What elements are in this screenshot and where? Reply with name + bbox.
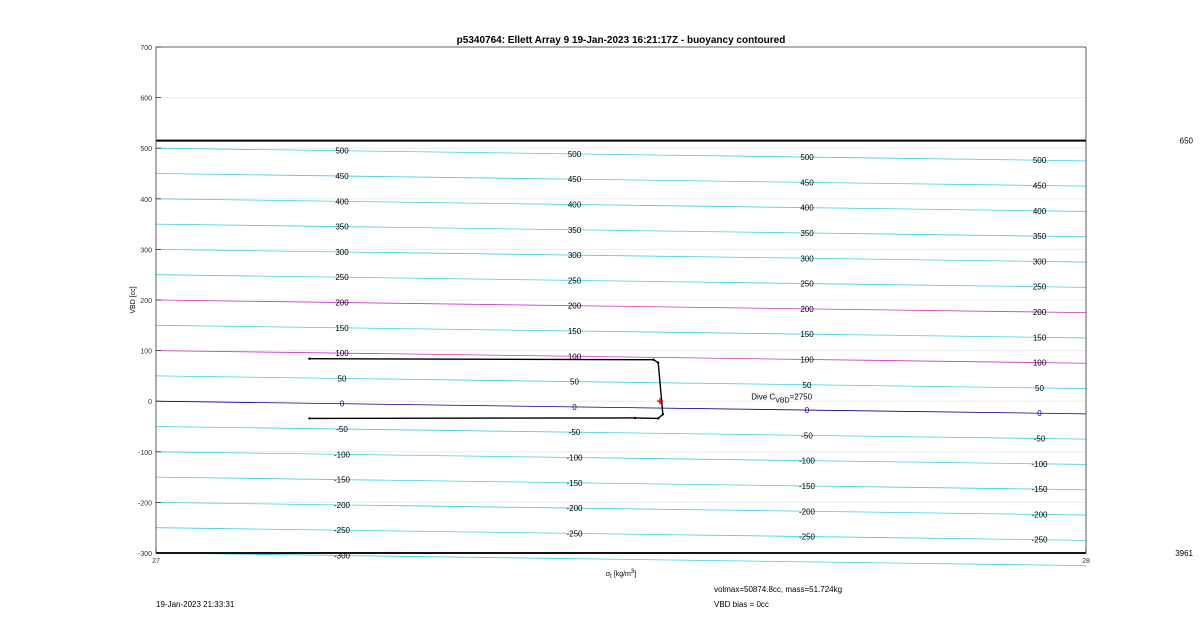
contour-label: 50 [337, 374, 347, 384]
contour-label: -200 [798, 507, 816, 517]
grid-layer [156, 47, 1086, 553]
contour-line [156, 477, 1086, 490]
contour-label: 500 [335, 146, 349, 156]
contour-label: 200 [335, 298, 349, 308]
contour-line [156, 148, 1086, 161]
contour-label: 450 [335, 172, 349, 182]
footer-volmax: volmax=50874.8cc, mass=51.724kg [714, 585, 843, 594]
annotation-layer [657, 393, 813, 405]
contour-label: 250 [567, 276, 582, 286]
dive-trace-point [634, 417, 636, 419]
contour-label: 150 [567, 326, 582, 336]
dive-trace [309, 359, 662, 419]
contour-label: 0 [804, 406, 810, 416]
contour-label-layer [334, 147, 1048, 561]
contour-label: 400 [567, 200, 582, 210]
contour-label: 100 [335, 349, 349, 359]
dive-trace-layer [308, 357, 664, 419]
contour-label: 300 [567, 251, 582, 261]
contour-label: 400 [1032, 206, 1047, 216]
dive-trace-point [308, 417, 310, 419]
contour-label: -150 [1031, 485, 1048, 495]
contour-label: 250 [1032, 282, 1047, 292]
reference-line-label: 650 [1179, 136, 1193, 146]
contour-label: -100 [798, 456, 816, 466]
contour-label: -250 [798, 532, 816, 542]
contour-label: 250 [335, 273, 349, 283]
dive-trace-point [662, 413, 664, 415]
contour-label: 450 [800, 178, 814, 188]
footer-timestamp: 19-Jan-2023 21:33:31 [156, 600, 235, 609]
contour-label: 0 [1037, 409, 1042, 419]
contour-label: 250 [800, 279, 814, 289]
contour-label: -300 [333, 551, 351, 561]
contour-label: -250 [566, 529, 583, 539]
contour-line [156, 528, 1086, 541]
contour-label: 150 [335, 323, 349, 333]
reference-line-label: 3961 [1175, 549, 1193, 558]
contour-line [156, 553, 1086, 566]
contour-label: 150 [1032, 333, 1047, 343]
contour-line [156, 325, 1086, 338]
contour-label: 500 [567, 149, 582, 159]
contour-label: -250 [333, 526, 351, 536]
contour-line [156, 351, 1086, 364]
contour-label: 350 [800, 228, 814, 238]
y-axis-label: VBD [cc] [130, 286, 137, 314]
contour-label: -150 [798, 481, 816, 491]
footer-vbd-bias: VBD bias = 0cc [714, 600, 769, 609]
x-axis-label: σt [kg/m3] [605, 569, 637, 580]
y-tick-label: 0 [148, 399, 152, 407]
contour-label: 450 [567, 175, 582, 185]
contour-line [156, 300, 1086, 313]
contour-label: -50 [1033, 434, 1046, 444]
x-tick-label: 28 [1082, 558, 1090, 565]
y-tick-label: -100 [137, 449, 152, 457]
contour-label: -150 [333, 475, 351, 485]
contour-line [156, 199, 1086, 212]
contour-line [156, 452, 1086, 465]
contour-label: -200 [333, 500, 351, 510]
contour-label: 0 [339, 399, 345, 409]
contour-label: -50 [336, 425, 348, 435]
contour-label: -200 [1031, 510, 1048, 520]
y-tick-label: 700 [140, 45, 152, 52]
dive-trace-point [657, 362, 659, 364]
y-tick-label: 400 [140, 196, 152, 204]
y-tick-label: 200 [140, 298, 152, 305]
axes [138, 45, 1090, 565]
contour-label: 150 [800, 330, 814, 340]
contour-label: -50 [801, 431, 813, 441]
contour-label: 350 [335, 222, 349, 232]
contour-label: 400 [335, 197, 349, 207]
dive-trace-point [657, 417, 659, 419]
y-tick-label: -200 [137, 500, 152, 508]
contour-label: 50 [802, 380, 812, 390]
contour-line [156, 174, 1086, 187]
contour-line [156, 376, 1086, 389]
contour-line [156, 275, 1086, 288]
contour-label: 350 [1032, 232, 1047, 242]
y-tick-label: 500 [140, 146, 152, 154]
contour-label: 200 [567, 301, 582, 311]
contour-label: -100 [1031, 459, 1048, 469]
contour-line [156, 401, 1086, 414]
contour-label: -150 [566, 478, 583, 488]
y-tick-label: 300 [140, 247, 152, 255]
contour-label: -100 [333, 450, 351, 460]
y-tick-label: 600 [140, 95, 152, 103]
contour-label: 50 [1035, 383, 1044, 393]
contour-label: 300 [800, 254, 814, 264]
contour-line [156, 427, 1086, 440]
contour-label: 300 [1032, 257, 1047, 267]
contour-label: 0 [572, 402, 577, 412]
contour-label: -250 [1031, 535, 1048, 545]
y-tick-label: 100 [140, 348, 152, 356]
y-tick-label: -300 [137, 551, 152, 558]
contour-label: 100 [1032, 358, 1047, 368]
contour-label: 100 [567, 352, 582, 362]
contour-label: -50 [568, 428, 581, 438]
dive-trace-point [308, 357, 310, 359]
x-tick-label: 27 [152, 558, 160, 565]
dive-cvbd-annotation: Dive CVBD=2750 [751, 392, 813, 405]
contour-label: -200 [566, 504, 583, 514]
contour-line [156, 502, 1086, 515]
contour-label: 50 [570, 377, 579, 387]
contour-label: 200 [1032, 308, 1047, 318]
contour-line [156, 224, 1086, 237]
chart-title: p5340764: Ellett Array 9 19-Jan-2023 16:21:17Z - buoyancy contoured [456, 35, 786, 46]
contour-label: -100 [566, 453, 583, 463]
contour-label: 450 [1032, 181, 1047, 191]
contour-line [156, 249, 1086, 262]
contour-label: 350 [567, 225, 582, 235]
contour-label: 200 [800, 304, 814, 314]
contour-layer [156, 148, 1086, 565]
contour-label: 100 [800, 355, 814, 365]
dive-trace-point [652, 359, 654, 361]
contour-label: 500 [800, 153, 814, 163]
contour-label: 400 [800, 203, 814, 213]
reference-lines [156, 137, 1194, 558]
contour-label: 300 [335, 247, 349, 257]
contour-label: 500 [1032, 156, 1047, 166]
